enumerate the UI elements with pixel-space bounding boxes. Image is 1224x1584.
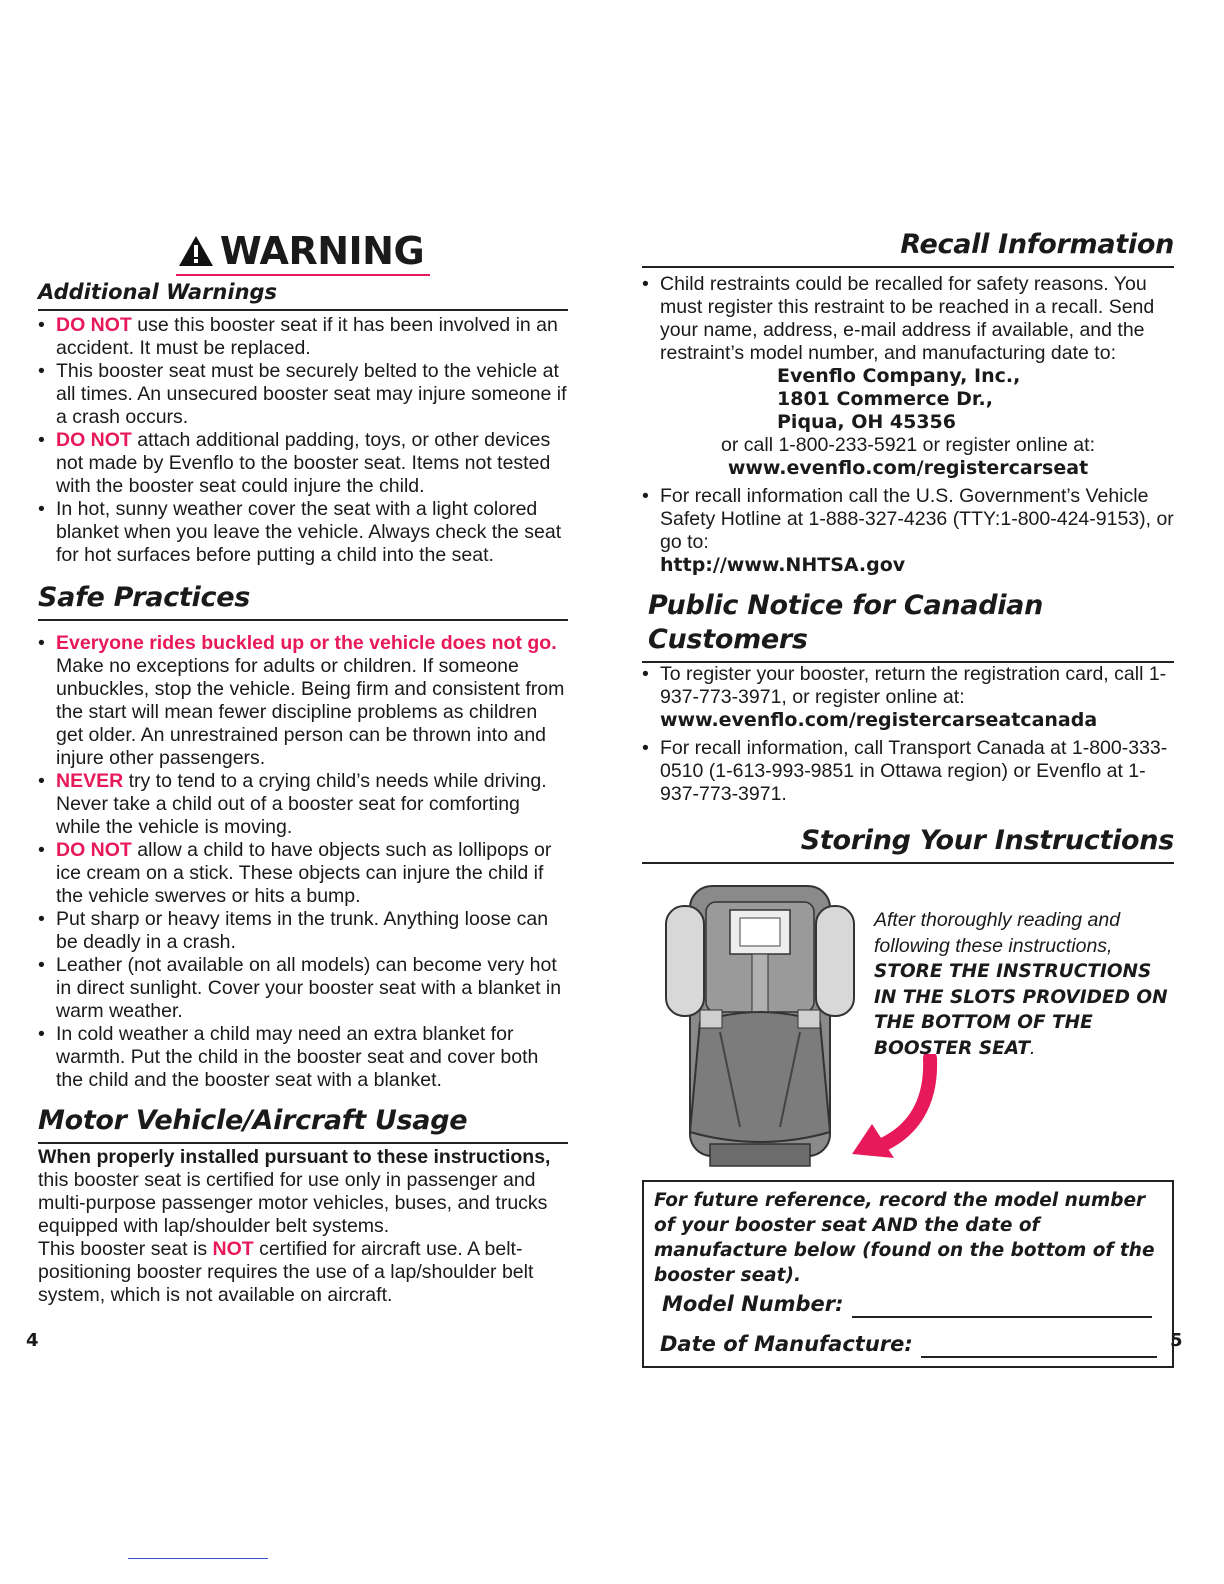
list-item [38,632,568,770]
storing-heading: Storing Your Instructions [642,824,1174,864]
additional-warnings-heading: Additional Warnings [38,278,568,311]
right-page [642,228,1174,1368]
call-line: or call 1-800-233-5921 or register online at: [721,434,1095,456]
page-number-right: 5 [1170,1330,1183,1351]
list-item [38,498,568,567]
store-end: . [1029,1036,1036,1059]
item-text: Child restraints could be recalled for safety reasons. You must register this restraint to be reached in a recall. Send your name, address, e-mail address if available, and the restraint’s model number, and manufacturing date to: [660,273,1155,364]
model-number-row [654,1290,1162,1318]
storing-instructions-text [874,908,1174,1061]
list-item [38,314,568,360]
item-text: Make no exceptions for adults or children. If someone unbuckles, stop the vehicle. Being firm and consistent from the start will mean fewer discipline problems as children get older. An unrestrained person can be thrown into and injure other passengers. [56,655,565,769]
item-text: For recall information call the U.S. Government’s Vehicle Safety Hotline at 1-888-327-4236 (TTY:1-800-424-9153), or go to: [660,485,1174,553]
item-text: use this booster seat if it has been involved in an accident. It must be replaced. [56,314,558,359]
date-of-manufacture-row [654,1330,1162,1358]
list-item [642,663,1174,732]
list-item [642,273,1174,365]
item-text: allow a child to have objects such as lollipops or ice cream on a stick. These objects can injure the child if the vehicle swerves or hits a bump. [56,839,552,907]
item-text: try to tend to a crying child’s needs while driving. Never take a child out of a booster seat for comforting while the vehicle is moving. [56,770,547,838]
motor-vehicle-paragraph [38,1146,568,1238]
booster-seat-illustration [660,882,860,1172]
air-pre: This booster seat is [38,1238,213,1260]
safe-practices-heading: Safe Practices [38,581,568,621]
recall-list [642,273,1174,365]
item-text: Leather (not available on all models) can become very hot in direct sunlight. Cover your booster seat with a blanket in warm weather. [56,954,562,1022]
safe-practices-list [38,632,568,1092]
register-url[interactable]: www.evenflo.com/registercarseat [727,457,1089,479]
item-text: Put sharp or heavy items in the trunk. Anything loose can be deadly in a crash. [56,908,549,953]
list-item [38,954,568,1023]
record-box [642,1180,1174,1368]
list-item [38,908,568,954]
record-intro: For future reference, record the model number of your booster seat AND the date of manufacture below (found on the bottom of the booster seat). [654,1190,1155,1286]
canada-register-url[interactable]: www.evenflo.com/registercarseatcanada [660,709,1098,731]
left-page [38,228,568,1307]
item-text: attach additional padding, toys, or other devices not made by Evenflo to the booster seat. Items not tested with the booster seat could injure the child. [56,429,551,497]
canada-list [642,663,1174,806]
footer-line [128,1558,268,1559]
do-not-label: DO NOT [56,839,132,861]
list-item [38,770,568,839]
item-text: In hot, sunny weather cover the seat with a light colored blanket when you leave the vehicle. Always check the seat for hot surfaces before putting a child into the seat. [56,498,562,566]
lead-text: this booster seat is certified for use only in passenger and multi-purpose passenger motor vehicles, buses, and trucks equipped with lap/shoulder belt systems. [38,1169,548,1237]
not-label: NOT [212,1238,254,1260]
page-number-left: 4 [26,1330,39,1351]
warning-triangle-icon [178,235,214,267]
warning-title [176,228,430,276]
item-text: This booster seat must be securely belted to the vehicle at all times. An unsecured booster seat may injure someone if a crash occurs. [56,360,567,428]
warning-header [38,228,568,276]
list-item [642,737,1174,806]
do-not-label: DO NOT [56,429,132,451]
canada-heading: Public Notice for Canadian Customers [642,589,1174,663]
store-lead: After thoroughly reading and following these instructions, [874,909,1121,957]
date-of-manufacture-label: Date of Manufacture: [660,1332,913,1356]
additional-warnings-list [38,314,568,567]
list-item [38,360,568,429]
store-caps: STORE THE INSTRUCTIONS IN THE SLOTS PROVIDED ON THE BOTTOM OF THE BOOSTER SEAT [874,961,1168,1059]
recall-heading: Recall Information [642,228,1174,268]
date-of-manufacture-field[interactable] [921,1336,1157,1358]
list-item [38,1023,568,1092]
item-text: In cold weather a child may need an extra blanket for warmth. Put the child in the booster seat and cover both the child and the booster seat with a blanket. [56,1023,539,1091]
list-item [38,429,568,498]
do-not-label: DO NOT [56,314,132,336]
motor-vehicle-heading: Motor Vehicle/Aircraft Usage [38,1104,568,1144]
recall-list-2 [642,485,1174,577]
list-item [642,485,1174,577]
storing-area [642,876,1174,1176]
never-label: NEVER [56,770,124,792]
lead-bold: When properly installed pursuant to these instructions, [38,1146,551,1168]
air-post: certified for aircraft use. A belt-positioning booster requires the use of a lap/shoulder belt system, which is not available on aircraft. [38,1238,534,1306]
model-number-label: Model Number: [662,1292,844,1316]
address-line-3: Piqua, OH 45356 [777,411,956,433]
address-line-2: 1801 Commerce Dr., [777,388,993,410]
nhtsa-url[interactable]: http://www.NHTSA.gov [660,554,906,576]
item-text: To register your booster, return the registration card, call 1-937-773-3971, or register online at: [660,663,1167,708]
item-text: For recall information, call Transport Canada at 1-800-333-0510 (1-613-993-9851 in Ottawa region) or Evenflo at 1-937-773-3971. [660,737,1168,805]
aircraft-paragraph [38,1238,568,1307]
arrow-icon [842,1054,942,1164]
warning-title-text: WARNING [219,229,425,273]
highlight-text: Everyone rides buckled up or the vehicle does not go. [56,632,557,654]
model-number-field[interactable] [852,1296,1152,1318]
address-line-1: Evenflo Company, Inc., [777,365,1021,387]
list-item [38,839,568,908]
